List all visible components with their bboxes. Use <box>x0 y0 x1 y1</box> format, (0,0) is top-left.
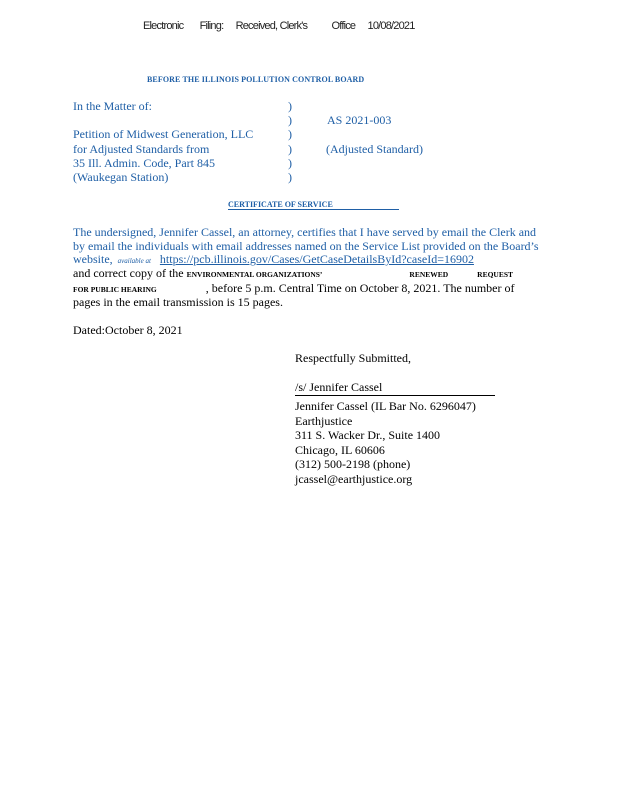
paren: ) <box>288 155 292 170</box>
body-line-6-rest: 15 pages. <box>237 295 283 309</box>
paren: ) <box>288 99 292 113</box>
caption-line: 35 Ill. Admin. Code, Part 845 <box>73 155 215 170</box>
stamp-date: 10/08/2021 <box>367 20 415 32</box>
electronic-signature: /s/ Jennifer Cassel <box>295 380 383 394</box>
body-line-6-prefix: pages in the email transmission <box>73 295 224 309</box>
board-title: BEFORE THE ILLINOIS POLLUTION CONTROL BOARD <box>147 75 365 84</box>
doc-name-part-2: RENEWED <box>409 270 449 279</box>
body-line-2: by email the individuals with email addresses named on the Service List provided on the Board’s <box>73 239 539 253</box>
caption-line: Petition of Midwest Generation, LLC <box>73 127 254 142</box>
doc-name-part-4: FOR PUBLIC HEARING <box>73 285 157 294</box>
caption-parens <box>288 99 292 184</box>
paren: ) <box>288 113 292 128</box>
signature-line <box>295 380 495 396</box>
signature-address-block <box>295 399 476 486</box>
body-line-5-text-2: 8, 2021. The number of <box>401 281 515 295</box>
caption-left <box>73 99 253 184</box>
signer-name: Jennifer Cassel (IL Bar No. 6296047) <box>295 399 476 413</box>
caption-line: for Adjusted Standards from <box>73 141 210 156</box>
signer-org: Earthjustice <box>295 413 353 428</box>
body-line-4-prefix: and correct copy of the <box>73 266 184 280</box>
paren: ) <box>288 127 292 142</box>
stamp-received: Received, Clerk's <box>235 20 308 32</box>
dated-rest: 8, 2021 <box>146 323 183 337</box>
stamp-electronic: Electronic <box>143 20 184 32</box>
body-line-6-is: is <box>226 295 235 309</box>
signer-city: Chicago, IL 60606 <box>295 442 385 457</box>
doc-name-part-3: REQUEST <box>477 270 514 279</box>
signer-street: 311 S. Wacker Dr., Suite 1400 <box>295 428 441 442</box>
stamp-office: Office <box>331 20 356 32</box>
dated-month: October <box>105 323 144 337</box>
body-line-1: The undersigned, Jennifer Cassel, an attorney, certifies that I have served by email the Clerk and <box>73 225 537 239</box>
case-type: (Adjusted Standard) <box>326 142 423 156</box>
body-line-5-text: , before 5 p.m. Central Time on <box>205 281 357 295</box>
website-label: website, <box>73 252 113 266</box>
body-line-5-month: October <box>359 281 399 295</box>
case-number: AS 2021-003 <box>327 113 392 127</box>
certificate-title: CERTIFICATE OF SERVICE <box>228 200 399 210</box>
caption-line: In the Matter of: <box>73 99 152 113</box>
caption-line <box>73 113 253 127</box>
paren: ) <box>288 170 292 185</box>
dated-line <box>73 323 183 338</box>
signer-phone: (312) 500-2198 (phone) <box>295 457 411 471</box>
signer-email[interactable]: jcassel@earthjustice.org <box>295 471 413 486</box>
body-line-5 <box>73 281 515 296</box>
body-line-3 <box>73 252 474 267</box>
filing-stamp <box>143 20 415 32</box>
stamp-filing: Filing: <box>199 20 224 32</box>
closing: Respectfully Submitted, <box>295 351 411 365</box>
doc-name-part-1: ENVIRONMENTAL ORGANIZATIONS’ <box>186 270 323 279</box>
case-details-link[interactable]: https://pcb.illinois.gov/Cases/GetCaseDetailsById?caseId=16902 <box>159 252 474 266</box>
paren: ) <box>288 141 292 156</box>
body-line-4 <box>73 266 513 281</box>
available-at: available at <box>117 257 151 265</box>
body-line-6 <box>73 295 283 310</box>
caption-line: (Waukegan Station) <box>73 170 169 184</box>
dated-label: Dated: <box>73 323 105 337</box>
